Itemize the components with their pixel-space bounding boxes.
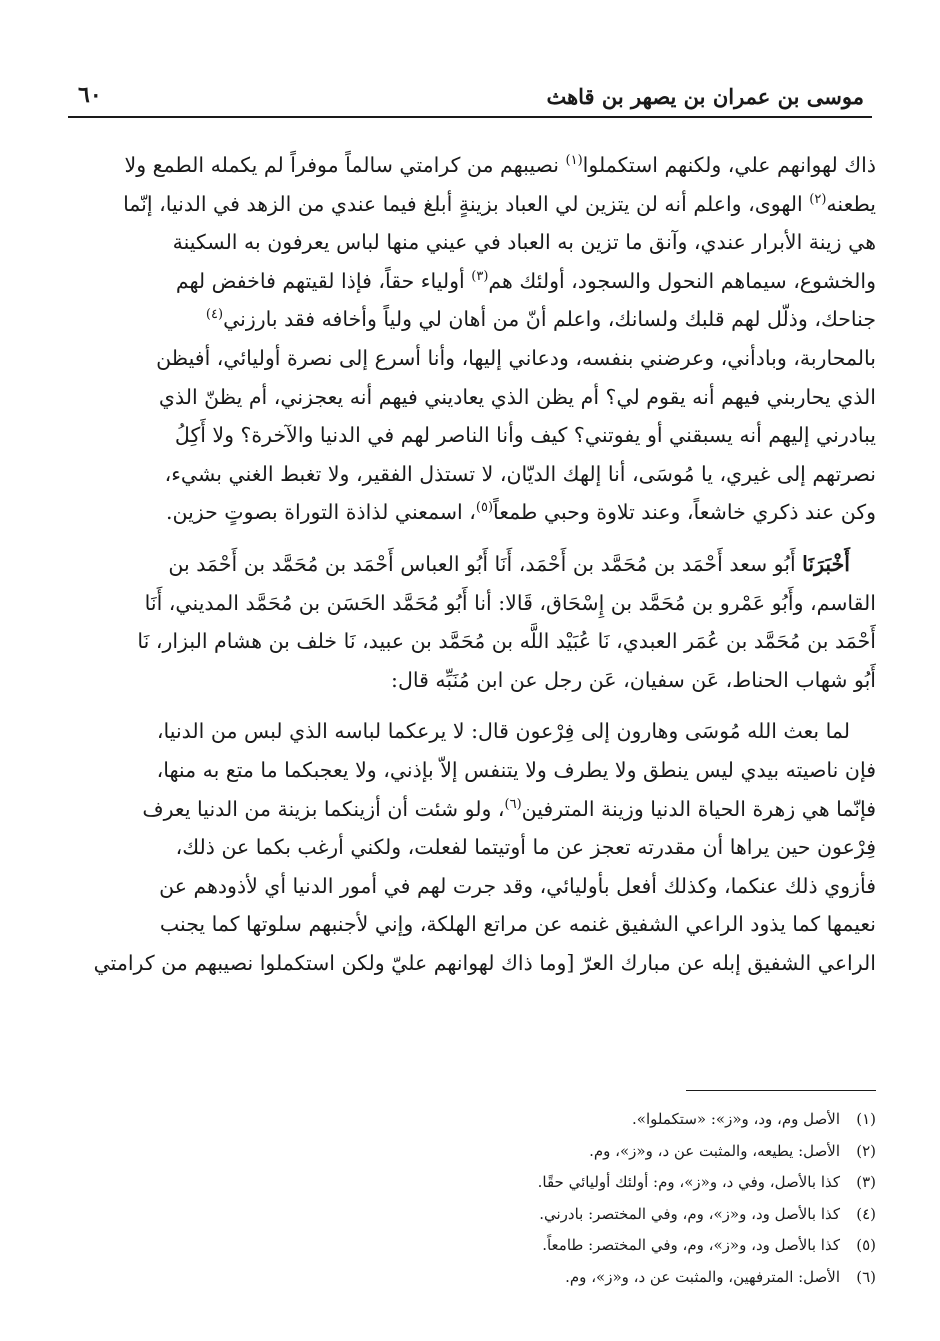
isnad-line: أَبُو شهاب الحناط، عَن سفيان، عَن رجل عن ابن مُنَبِّه قال: — [391, 667, 876, 692]
footnote-ref: (٥) — [475, 500, 494, 516]
text-line: هي زينة الأبرار عندي، وآنق ما تزين به العباد في عيني منها لباس يعرفون به السكينة — [172, 230, 876, 255]
text-line: ذاك لهوانهم علي، ولكنهم استكملوا$^{(١)}$ نصيبهم من كرامتي سالماً موفراً لم يكمله الطمع ولا — [124, 153, 876, 177]
text-line: فإنّما هي زهرة الحياة الدنيا وزينة المترفين$^{(٦)}$، ولو شئت أن أزينكما بزينة من الدنيا يعرف — [142, 796, 876, 821]
text-line: فأزوي ذلك عنكما، وكذلك أفعل بأوليائي، وقد جرت لهم في أمور الدنيا أي لأذودهم عن — [159, 873, 876, 898]
text-line: لما بعث الله مُوسَى وهارون إلى فِرْعون قال: لا يرعكما لباسه الذي لبس من الدنيا، — [156, 719, 850, 744]
isnad-line: أَخْبَرَنَا أَبُو سعد أَحْمَد بن مُحَمَّد بن أَحْمَد، أَنَا أَبُو العباس أَحْمَد بن مُحَمَّد بن أَحْمَد بن — [168, 551, 850, 576]
footnote-ref: (٦) — [504, 796, 522, 812]
isnad-line: القاسم، وأَبُو عَمْرو بن مُحَمَّد بن إِسْحَاق، قَالا: أنا أَبُو مُحَمَّد الحَسَن بن مُحَمَّد المديني، أَنَا — [144, 590, 876, 615]
footnote: (٣)كذا بالأصل، وفي د، و«ز»، وم: أولئك أوليائي حقًا. — [537, 1173, 876, 1191]
isnad-line: أَحْمَد بن مُحَمَّد بن عُمَر العبدي، نَا عُبَيْد اللَّه بن مُحَمَّد بن عبيد، نَا خلف بن هشام البزار، نَا — [137, 629, 876, 654]
page-number: ٦٠ — [78, 82, 102, 108]
footnote-ref: (٣) — [471, 268, 489, 284]
isnad-lead-word: أَخْبَرَنَا — [802, 551, 850, 576]
text-line: يبادرني إليهم أنه يسبقني أو يفوتني؟ كيف وأنا الناصر لهم في الدنيا والآخرة؟ ولا أَكِلُ — [174, 423, 876, 448]
footnote-ref: (١) — [565, 153, 583, 169]
footnote-ref: (٢) — [809, 191, 827, 207]
footnote: (٦)الأصل: المترفهين، والمثبت عن د، و«ز»، وم. — [565, 1267, 876, 1286]
text-line: فإن ناصيته بيدي ليس ينطق ولا يطرف ولا يتنفس إلاّ بإذني، ولا يعجبكما ما متع به منها، — [156, 757, 876, 782]
running-title: موسى بن عمران بن يصهر بن قاهث — [546, 84, 864, 109]
text-line: والخشوع، سيماهم النحول والسجود، أولئك هم$^{(٣)}$ أولياء حقاً، فإذا لقيتهم فاخفض لهم — [175, 268, 876, 293]
footnote: (٢)الأصل: يطيعه، والمثبت عن د، و«ز»، وم. — [589, 1141, 876, 1160]
footnote: (٥)كذا بالأصل ود، و«ز»، وم، وفي المختصر: طامعاً. — [542, 1236, 876, 1254]
page-header — [68, 82, 872, 118]
text-line: نصرتهم إلى غيري، يا مُوسَى، أنا إلهك الديّان، لا تستذل الفقير، ولا تغبط الغني بشيء، — [164, 461, 876, 486]
main-text — [64, 146, 876, 982]
text-line: الراعي الشفيق إبله عن مبارك العرّ [وما ذاك لهوانهم عليّ ولكن استكملوا نصيبهم من كرامتي — [93, 950, 876, 975]
text-line: نعيمها كما يذود الراعي الشفيق غنمه عن مراتع الهلكة، وإني لأجنبهم سلوتها كما يجنب — [159, 912, 876, 937]
footnotes — [64, 1104, 876, 1293]
text-line: بالمحاربة، وبادأني، وعرضني بنفسه، ودعاني إليها، وأنا أسرع إلى نصرة أوليائي، أفيظن — [156, 345, 876, 370]
footnote: (٤)كذا بالأصل ود، و«ز»، وم، وفي المختصر: بادرني. — [539, 1204, 876, 1223]
footnote-separator — [686, 1090, 876, 1091]
text-line: وكن عند ذكري خاشعاً، وعند تلاوة وحبي طمعاً$^{(٥)}$، اسمعني لذاذة التوراة بصوتٍ حزين. — [165, 500, 876, 525]
footnote-ref: (٤) — [205, 307, 224, 323]
text-line: الذي يحاربني فيهم أنه يقوم لي؟ أم يظن الذي يعاديني فيهم أنه يعجزني، أم يظنّ الذي — [158, 384, 876, 409]
text-line: يطعنه$^{(٢)}$ الهوى، واعلم أنه لن يتزين لي العباد بزينةٍ أبلغ فيما عندي من الزهد في الدنيا، إنّما — [123, 191, 876, 216]
text-line: فِرْعون حين يراها أن مقدرته تعجز عن ما أوتيتما لفعلت، ولكني أرغب بكما عن ذلك، — [175, 835, 876, 860]
footnote: (١)الأصل وم، ود، و«ز»: «ستكملوا». — [632, 1110, 876, 1128]
text-line: جناحك، وذلّل لهم قلبك ولسانك، واعلم أنّ من أهان لي ولياً وأخافه فقد بارزني$^{(٤)}$ — [205, 307, 876, 332]
